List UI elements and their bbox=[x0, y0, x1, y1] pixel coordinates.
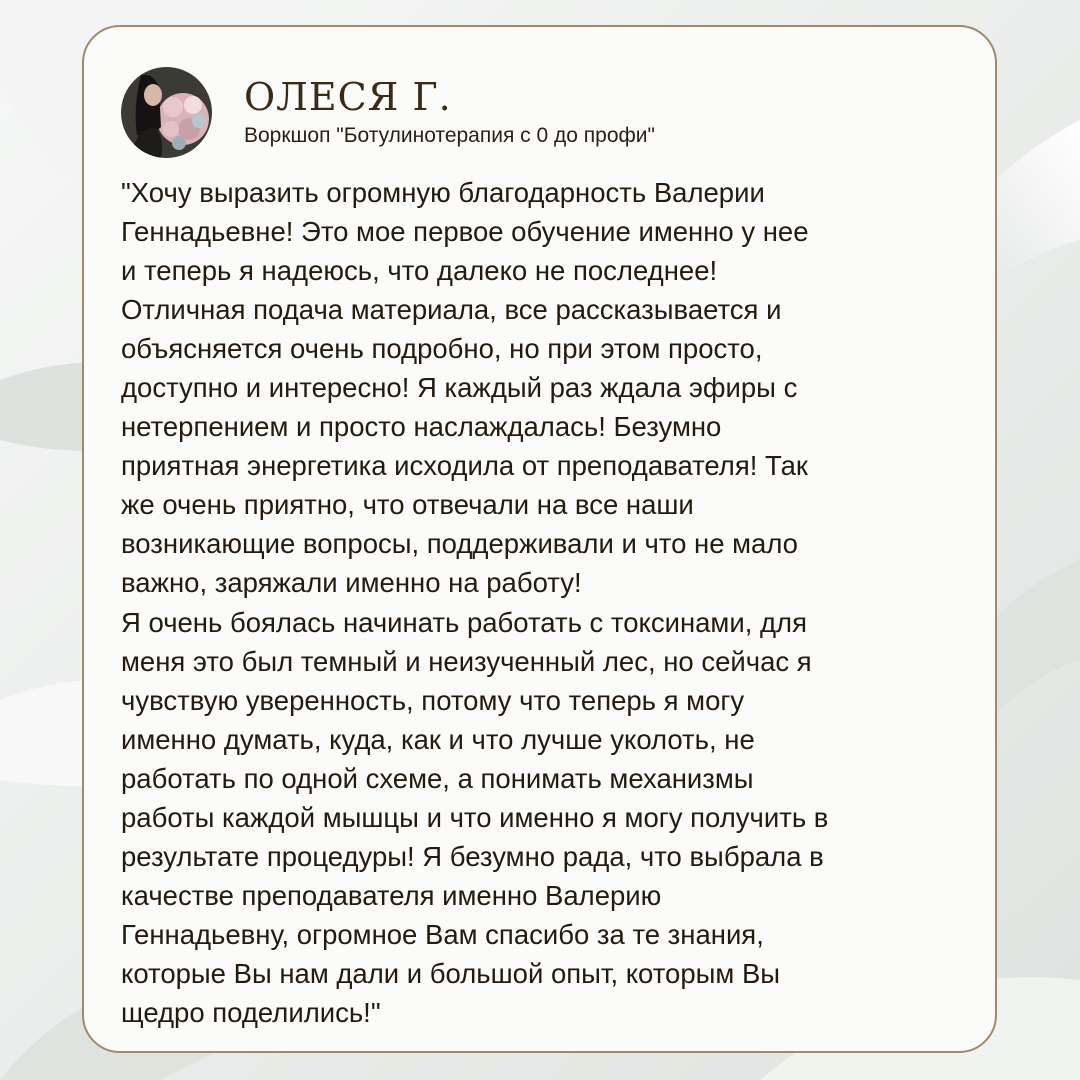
course-title: Воркшоп "Ботулинотерапия с 0 до профи" bbox=[244, 124, 655, 147]
review-card bbox=[82, 25, 997, 1053]
reviewer-name: ОЛЕСЯ Г. bbox=[244, 75, 452, 119]
avatar-photo bbox=[121, 67, 212, 158]
review-text: "Хочу выразить огромную благодарность Валерии Геннадьевне! Это мое первое обучение именно у нее и теперь я надеюсь, что далеко не последнее! Отличная подача материала, все рассказывается и объясняется очень подробно, но при этом просто, доступно и интересно! Я каждый раз ждала эфиры с нетерпением и просто наслаждалась! Безумно приятная энергетика исходила от преподавателя! Так же очень приятно, что отвечали на все наши возникающие вопросы, поддерживали и что не мало важно, заряжали именно на работу! Я очень боялась начинать работать с токсинами, для меня это был темный и неизученный лес, но сейчас я чувствую уверенность, потому что теперь я могу именно думать, куда, как и что лучше уколоть, не работать по одной схеме, а понимать механизмы работы каждой мышцы и что именно я могу получить в результате процедуры! Я безумно рада, что выбрала в качестве преподавателя именно Валерию Геннадьевну, огромное Вам спасибо за те знания, которые Вы нам дали и большой опыт, которым Вы щедро поделились!" bbox=[121, 177, 829, 1028]
avatar bbox=[121, 67, 212, 158]
